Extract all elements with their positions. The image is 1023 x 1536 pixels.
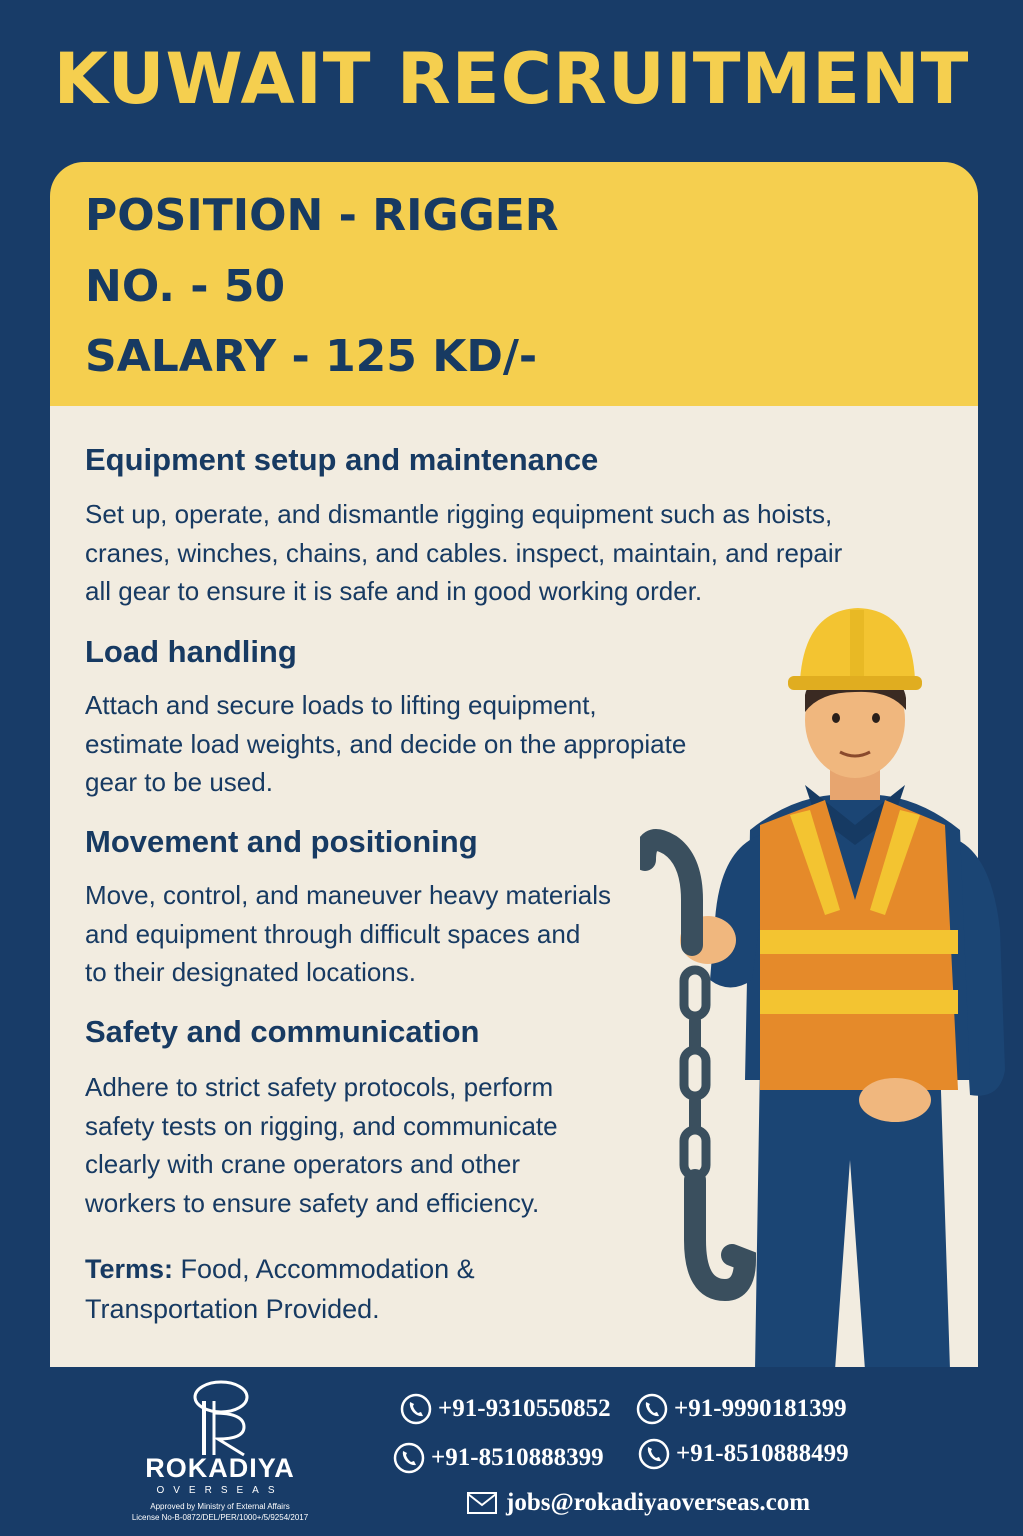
- phone-number: +91-9310550852: [438, 1395, 611, 1422]
- phone-icon: [638, 1438, 670, 1470]
- phone-number: +91-8510888399: [431, 1444, 604, 1471]
- terms-label: Terms:: [85, 1254, 174, 1284]
- approval-line: Approved by Ministry of External Affairs: [150, 1502, 290, 1511]
- approval-text: [100, 1501, 340, 1523]
- email-address: jobs@rokadiyaoverseas.com: [506, 1489, 811, 1516]
- page-title: KUWAIT RECRUITMENT: [53, 38, 970, 120]
- salary-label: SALARY - 125 KD/-: [85, 331, 538, 382]
- phone-contact-1[interactable]: [400, 1393, 611, 1425]
- rokadiya-logo-icon: [188, 1379, 254, 1457]
- phone-icon: [400, 1393, 432, 1425]
- position-label: POSITION - RIGGER: [85, 190, 559, 241]
- mail-icon: [466, 1491, 498, 1515]
- footer: [0, 1367, 1023, 1536]
- section-heading-safety: Safety and communication: [85, 1014, 480, 1049]
- phone-contact-4[interactable]: [638, 1438, 849, 1470]
- brand-name: ROKADIYA: [145, 1453, 295, 1483]
- section-text-equipment: Set up, operate, and dismantle rigging equipment such as hoists, cranes, winches, chains, and cables. inspect, maintain, and repair all gear to ensure it is safe and in good working order.: [85, 499, 843, 606]
- phone-icon: [636, 1393, 668, 1425]
- section-text-safety: Adhere to strict safety protocols, perform safety tests on rigging, and communicate clearly with crane operators and other workers to ensure safety and efficiency.: [85, 1072, 558, 1218]
- section-heading-equipment: Equipment setup and maintenance: [85, 442, 599, 477]
- section-text-load: Attach and secure loads to lifting equipment, estimate load weights, and decide on the appropiate gear to be used.: [85, 690, 687, 797]
- license-line: License No-B-0872/DEL/PER/1000+/5/9254/2017: [131, 1513, 309, 1522]
- vacancy-count: NO. - 50: [85, 261, 286, 312]
- terms-text: [85, 1249, 545, 1329]
- phone-number: +91-9990181399: [674, 1395, 847, 1422]
- phone-icon: [393, 1442, 425, 1474]
- phone-number: +91-8510888499: [676, 1440, 849, 1467]
- email-contact[interactable]: [466, 1489, 810, 1517]
- phone-contact-2[interactable]: [636, 1393, 847, 1425]
- terms-value: Food, Accommodation & Transportation Provided.: [85, 1254, 475, 1324]
- section-heading-load: Load handling: [85, 634, 297, 669]
- rigger-illustration: [640, 600, 1023, 1370]
- phone-contact-3[interactable]: [393, 1442, 604, 1474]
- section-text-movement: Move, control, and maneuver heavy materials and equipment through difficult spaces and to their designated locations.: [85, 880, 612, 987]
- brand-subtitle: OVERSEAS: [156, 1485, 284, 1496]
- section-heading-movement: Movement and positioning: [85, 824, 478, 859]
